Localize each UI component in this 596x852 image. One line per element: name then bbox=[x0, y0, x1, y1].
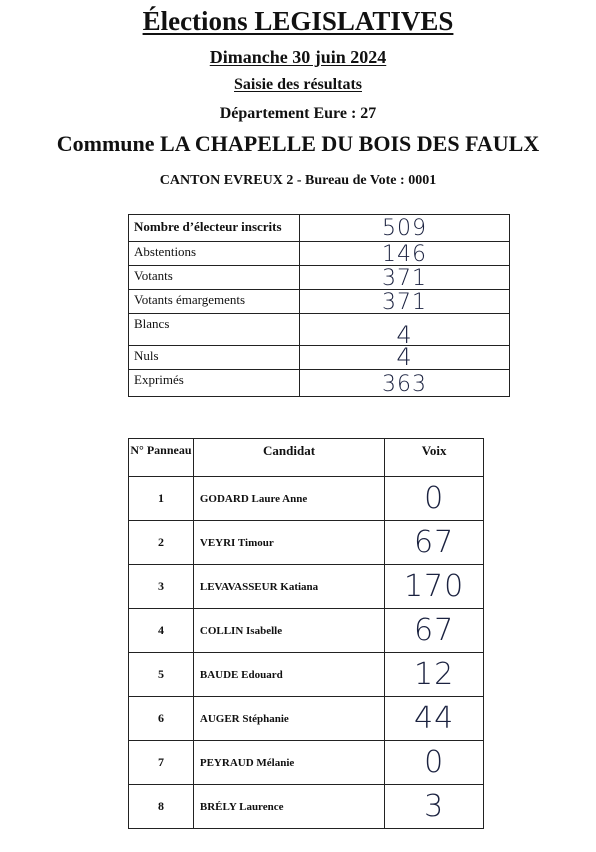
panel-number: 1 bbox=[129, 477, 194, 521]
table-row bbox=[129, 653, 484, 697]
summary-row-emargements bbox=[129, 290, 510, 314]
panel-number: 6 bbox=[129, 697, 194, 741]
vote-count-cell bbox=[385, 565, 484, 609]
vote-count-cell bbox=[385, 697, 484, 741]
summary-value-cell bbox=[300, 343, 510, 371]
summary-table bbox=[128, 214, 510, 397]
table-row bbox=[129, 741, 484, 785]
panel-number: 3 bbox=[129, 565, 194, 609]
canton-bureau-label: CANTON EVREUX 2 - Bureau de Vote : 0001 bbox=[159, 173, 437, 188]
vote-count-cell bbox=[385, 785, 484, 829]
candidate-name: PEYRAUD Mélanie bbox=[193, 741, 384, 785]
vote-count-cell bbox=[385, 521, 484, 565]
table-row bbox=[129, 477, 484, 521]
candidate-name: AUGER Stéphanie bbox=[193, 697, 384, 741]
summary-row-exprimes bbox=[129, 370, 510, 397]
vote-count: 0 bbox=[424, 480, 445, 516]
summary-value-cell bbox=[300, 314, 510, 349]
summary-row-abstentions bbox=[129, 242, 510, 266]
summary-value-cell bbox=[300, 242, 510, 266]
candidate-name: BRÉLY Laurence bbox=[193, 785, 384, 829]
summary-value-cell bbox=[300, 370, 510, 397]
column-header-candidat: Candidat bbox=[193, 439, 384, 477]
document-title: Élections LEGISLATIVES bbox=[142, 6, 454, 36]
summary-value-cell bbox=[300, 266, 510, 290]
document-subtitle: Saisie des résultats bbox=[234, 76, 362, 93]
departement-label: Département Eure : 27 bbox=[219, 105, 377, 122]
candidate-name: BAUDE Edouard bbox=[193, 653, 384, 697]
candidates-header-row bbox=[129, 439, 484, 477]
column-header-voix: Voix bbox=[385, 439, 484, 477]
summary-label: Nuls bbox=[129, 346, 300, 370]
vote-count: 67 bbox=[414, 612, 455, 648]
summary-label: Abstentions bbox=[129, 242, 300, 266]
summary-value: 4 bbox=[396, 321, 413, 349]
summary-value: 509 bbox=[382, 216, 427, 241]
vote-count-cell bbox=[385, 477, 484, 521]
summary-label: Votants émargements bbox=[129, 290, 300, 314]
panel-number: 8 bbox=[129, 785, 194, 829]
panel-number: 4 bbox=[129, 609, 194, 653]
vote-count-cell bbox=[385, 741, 484, 785]
candidate-name: VEYRI Timour bbox=[193, 521, 384, 565]
vote-count-cell bbox=[385, 653, 484, 697]
summary-row-inscrits bbox=[129, 215, 510, 242]
candidate-name: COLLIN Isabelle bbox=[193, 609, 384, 653]
candidates-table bbox=[128, 438, 484, 829]
summary-label: Nombre d’électeur inscrits bbox=[129, 215, 300, 242]
table-row bbox=[129, 565, 484, 609]
vote-count: 67 bbox=[414, 524, 455, 560]
summary-value: 371 bbox=[382, 266, 427, 291]
panel-number: 7 bbox=[129, 741, 194, 785]
summary-label: Blancs bbox=[129, 314, 300, 346]
summary-value: 4 bbox=[396, 343, 413, 371]
summary-row-votants bbox=[129, 266, 510, 290]
summary-label: Votants bbox=[129, 266, 300, 290]
table-row bbox=[129, 697, 484, 741]
table-row bbox=[129, 521, 484, 565]
table-row bbox=[129, 609, 484, 653]
commune-name: Commune LA CHAPELLE DU BOIS DES FAULX bbox=[56, 131, 540, 156]
candidate-name: LEVAVASSEUR Katiana bbox=[193, 565, 384, 609]
summary-value-cell bbox=[300, 290, 510, 314]
election-date: Dimanche 30 juin 2024 bbox=[209, 47, 387, 67]
table-row bbox=[129, 785, 484, 829]
vote-count: 170 bbox=[403, 568, 465, 604]
column-header-panneau: N° Panneau bbox=[129, 439, 194, 477]
vote-count: 44 bbox=[414, 700, 455, 736]
summary-value: 363 bbox=[382, 372, 427, 397]
summary-row-blancs bbox=[129, 314, 510, 346]
vote-count-cell bbox=[385, 609, 484, 653]
panel-number: 5 bbox=[129, 653, 194, 697]
summary-value: 146 bbox=[382, 242, 427, 267]
vote-count: 3 bbox=[424, 788, 445, 824]
vote-count: 12 bbox=[414, 656, 455, 692]
summary-label: Exprimés bbox=[129, 370, 300, 397]
summary-value-cell bbox=[300, 215, 510, 242]
summary-value: 371 bbox=[382, 290, 427, 315]
candidate-name: GODARD Laure Anne bbox=[193, 477, 384, 521]
panel-number: 2 bbox=[129, 521, 194, 565]
vote-count: 0 bbox=[424, 744, 445, 780]
summary-row-nuls bbox=[129, 346, 510, 370]
